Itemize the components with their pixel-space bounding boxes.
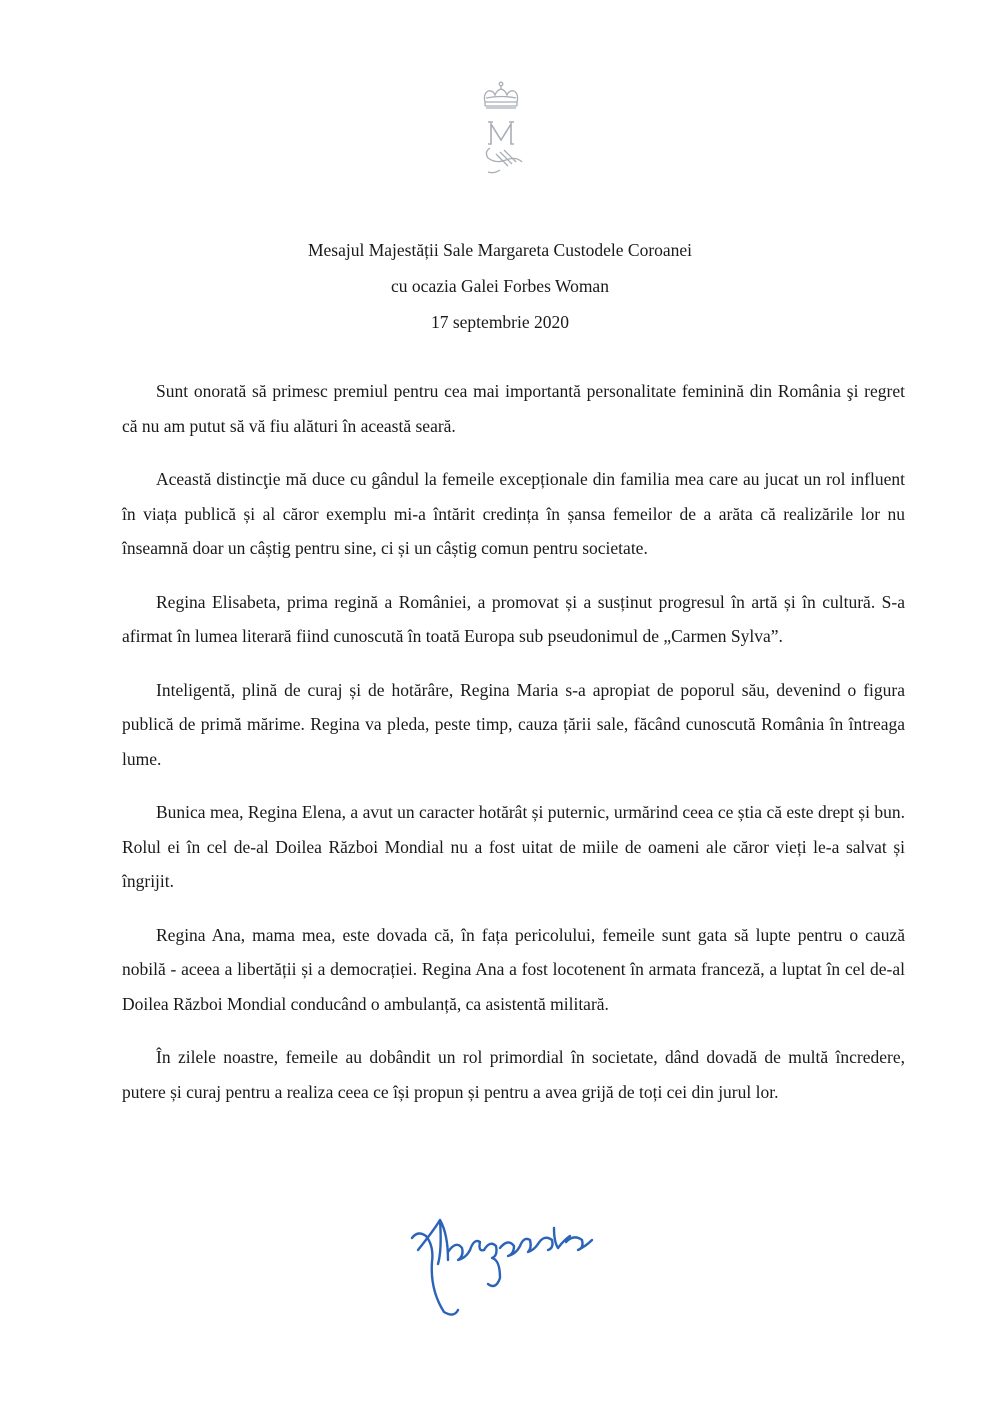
- paragraph: În zilele noastre, femeile au dobândit un rol primordial în societate, dând dovadă de multă încredere, putere și curaj pentru a realiza ceea ce își propun și pentru a avea grijă de toți cei din jurul lor.: [122, 1047, 905, 1102]
- letter-subtitle: cu ocazia Galei Forbes Woman: [391, 276, 609, 296]
- letter-body: [122, 374, 905, 1128]
- letter-title: Mesajul Majestății Sale Margareta Custodele Coroanei: [307, 240, 693, 260]
- paragraph: Inteligentă, plină de curaj și de hotărâre, Regina Maria s-a apropiat de poporul său, devenind o figura publică de primă mărime. Regina va pleda, peste timp, cauza țării sale, făcând cunoscută România în întreaga lume.: [122, 679, 905, 769]
- paragraph: Sunt onorată să primesc premiul pentru cea mai importantă personalitate feminină din România şi regret că nu am putut să vă fiu alături în această seară.: [122, 381, 905, 436]
- paragraph: Bunica mea, Regina Elena, a avut un caracter hotărât și puternic, urmărind ceea ce știa că este drept și bun. Rolul ei în cel de-al Doilea Război Mondial nu a fost uitat de miile de oameni ale căror vieți le-a salvat și îngrijit.: [122, 802, 905, 891]
- paragraph: Regina Ana, mama mea, este dovada că, în fața pericolului, femeile sunt gata să lupte pentru o cauză nobilă - aceea a libertății și a democrației. Regina Ana a fost locotenent în armata franceză, a luptat în cel de-al Doilea Război Mondial conducând o ambulanță, ca asistentă militară.: [122, 924, 905, 1014]
- paragraph: Această distincţie mă duce cu gândul la femeile excepționale din familia mea care au jucat un rol influent în viața publică și al căror exemplu mi-a întărit credința în șansa femeilor de a arăta că realizările lor nu înseamnă doar un câștig pentru sine, ci și un câștig comun pentru societate.: [122, 469, 905, 558]
- handwritten-signature: [404, 1190, 604, 1320]
- royal-monogram-crown-icon: [466, 78, 536, 178]
- letter-date: 17 septembrie 2020: [430, 312, 570, 332]
- paragraph: Regina Elisabeta, prima regină a României, a promovat și a susținut progresul în artă și în cultură. S-a afirmat în lumea literară fiind cunoscută în toată Europa sub pseudonimul de „Carmen Sylva”.: [122, 591, 905, 646]
- letter-header: [0, 232, 1000, 340]
